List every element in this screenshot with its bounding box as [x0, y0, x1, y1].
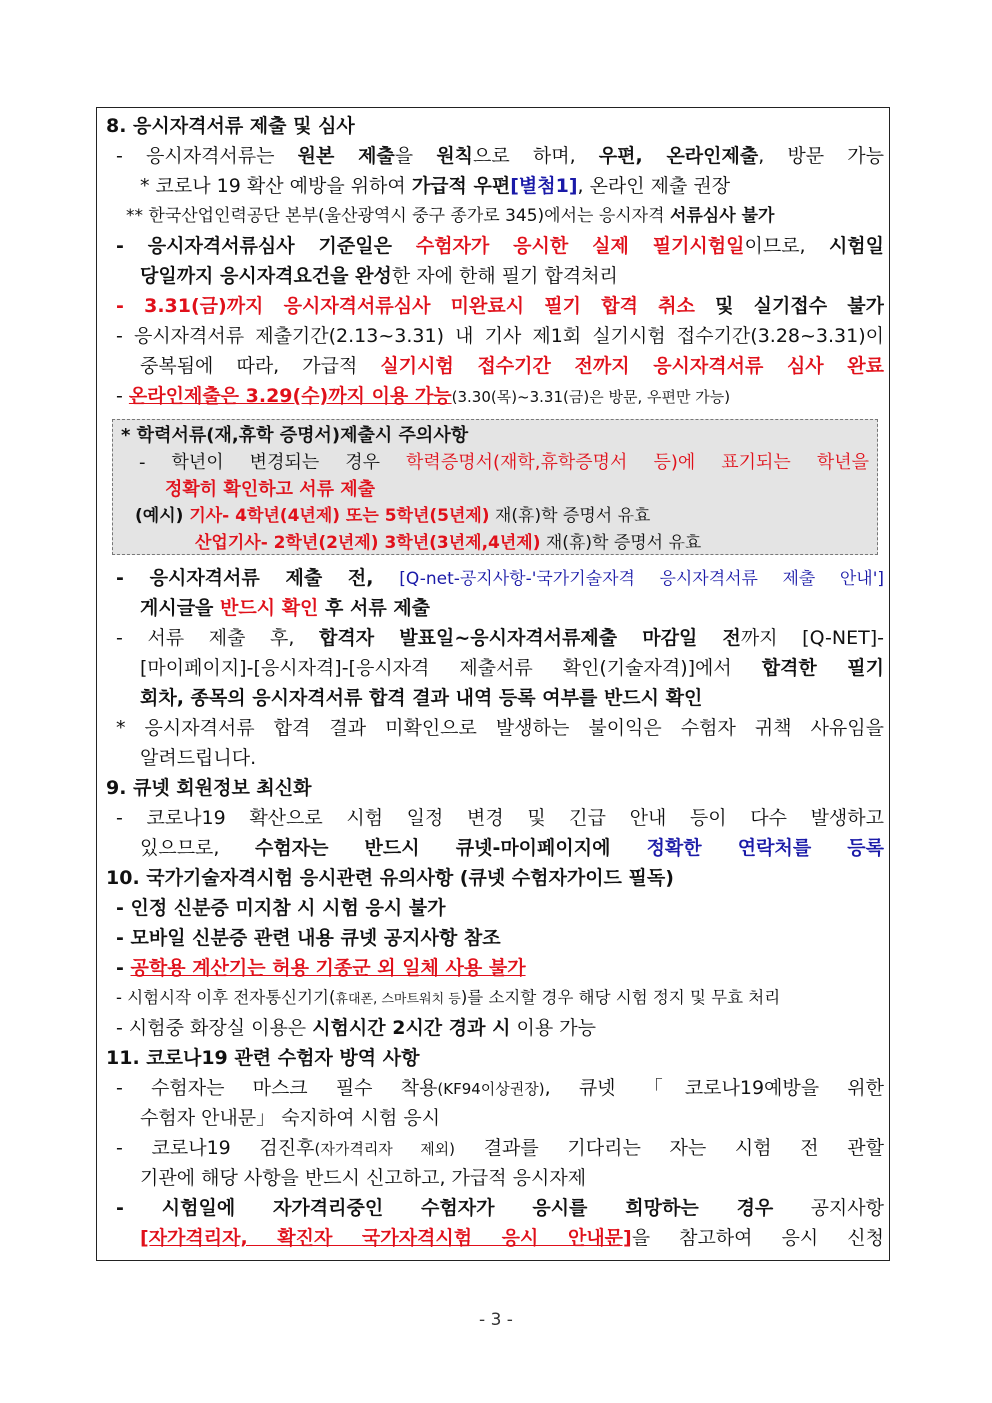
notice-line-3: 정확히 확인하고 서류 제출 — [165, 479, 376, 500]
sec8-line-2: * 코로나 19 확산 예방을 위하여 가급적 우편[별첨1], 온라인 제출 권장 — [140, 175, 731, 197]
sec8-line-4: - 응시자격서류심사 기준일은 수험자가 응시한 실제 필기시험일이므로, 시험일 — [116, 235, 884, 257]
section-10-title: 10. 국가기술자격시험 응시관련 유의사항 (큐넷 수험자가이드 필독) — [106, 867, 674, 889]
sec10-line-3: - 공학용 계산기는 허용 기종군 외 일체 사용 불가 — [116, 957, 526, 979]
notice-box — [112, 419, 878, 555]
sec11-line-1: - 수험자는 마스크 필수 착용(KF94이상권장), 큐넷 「코로나19예방을 위한 — [116, 1077, 884, 1099]
sec8-line-8: 중복됨에 따라, 가급적 실기시험 접수기간 전까지 응시자격서류 심사 완료 — [140, 355, 884, 377]
sec10-line-1: - 인정 신분증 미지참 시 시험 응시 불가 — [116, 897, 446, 919]
sec8b-line-7: 알려드립니다. — [140, 747, 257, 769]
sec8b-line-1: - 응시자격서류 제출 전, [Q-net-공지사항-'국가기술자격 응시자격서류 제출 안내'] — [116, 567, 884, 589]
sec8b-line-4: [마이페이지]-[응시자격]-[응시자격 제출서류 확인(기술자격)]에서 합격한 필기 — [140, 657, 884, 679]
sec11-line-4: 기관에 해당 사항을 반드시 신고하고, 가급적 응시자제 — [140, 1167, 587, 1189]
sec11-line-5: - 시험일에 자가격리중인 수험자가 응시를 희망하는 경우 공지사항 — [116, 1197, 884, 1219]
sec10-line-2: - 모바일 신분증 관련 내용 큐넷 공지사항 참조 — [116, 927, 501, 949]
notice-line-2: - 학년이 변경되는 경우 학력증명서(재학,휴학증명서 등)에 표기되는 학년을 — [139, 452, 869, 473]
notice-example-1: (예시) 기사- 4학년(4년제) 또는 5학년(5년제) 재(휴)학 증명서 유효 — [135, 506, 651, 526]
sec8b-line-3: - 서류 제출 후, 합격자 발표일~응시자격서류제출 마감일 전까지 [Q-NET]- — [116, 627, 884, 649]
sec11-line-6: [자가격리자, 확진자 국가자격시험 응시 안내문]을 참고하여 응시 신청 — [140, 1227, 884, 1249]
sec11-line-3: - 코로나19 검진후(자가격리자 제외) 결과를 기다리는 자는 시험 전 관할 — [116, 1137, 884, 1159]
sec8-line-1: - 응시자격서류는 원본 제출을 원칙으로 하며, 우편, 온라인제출, 방문 가능 — [116, 145, 884, 167]
document-body — [106, 111, 884, 1253]
sec8-line-3: ** 한국산업인력공단 본부(울산광역시 중구 종가로 345)에서는 응시자격 서류심사 불가 — [126, 206, 775, 226]
sec11-line-2: 수험자 안내문」 숙지하여 시험 응시 — [140, 1107, 441, 1129]
section-11-title: 11. 코로나19 관련 수험자 방역 사항 — [106, 1047, 420, 1069]
sec9-line-2: 있으므로, 수험자는 반드시 큐넷-마이페이지에 정확한 연락처를 등록 — [140, 837, 884, 859]
page-number: - 3 - — [479, 1310, 513, 1330]
section-9-title: 9. 큐넷 회원정보 최신화 — [106, 777, 312, 799]
sec8b-line-6: * 응시자격서류 합격 결과 미확인으로 발생하는 불이익은 수험자 귀책 사유임을 — [116, 717, 884, 739]
sec9-line-1: - 코로나19 확산으로 시험 일정 변경 및 긴급 안내 등이 다수 발생하고 — [116, 807, 884, 829]
sec10-line-5: - 시험중 화장실 이용은 시험시간 2시간 경과 시 이용 가능 — [116, 1017, 596, 1039]
sec10-line-4: - 시험시작 이후 전자통신기기(휴대폰, 스마트워치 등)를 소지할 경우 해당 시험 정지 및 무효 처리 — [116, 988, 781, 1007]
section-8-title: 8. 응시자격서류 제출 및 심사 — [106, 115, 355, 137]
sec8-line-7: - 응시자격서류 제출기간(2.13~3.31) 내 기사 제1회 실기시험 접수기간(3.28~3.31)이 — [116, 325, 884, 347]
notice-title: * 학력서류(재,휴학 증명서)제출시 주의사항 — [121, 425, 469, 446]
sec8-line-9: - 온라인제출은 3.29(수)까지 이용 가능(3.30(목)~3.31(금)은 방문, 우편만 가능) — [116, 385, 731, 407]
sec8-line-5: 당일까지 응시자격요건을 완성한 자에 한해 필기 합격처리 — [140, 265, 618, 287]
notice-example-2: 산업기사- 2학년(2년제) 3학년(3년제,4년제) 재(휴)학 증명서 유효 — [195, 533, 702, 553]
sec8b-line-5: 회차, 종목의 응시자격서류 합격 결과 내역 등록 여부를 반드시 확인 — [140, 687, 703, 709]
sec8b-line-2: 게시글을 반드시 확인 후 서류 제출 — [140, 597, 431, 619]
sec8-line-6: - 3.31(금)까지 응시자격서류심사 미완료시 필기 합격 취소 및 실기접수 불가 — [116, 295, 884, 317]
